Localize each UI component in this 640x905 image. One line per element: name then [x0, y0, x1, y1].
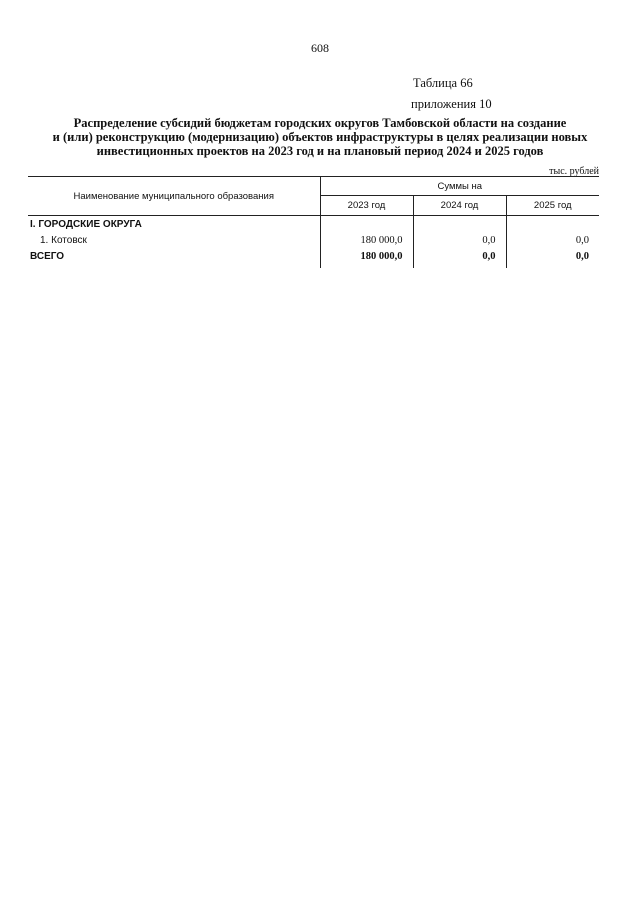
- units-label: тыс. рублей: [549, 166, 599, 177]
- total-2025: 0,0: [506, 248, 599, 268]
- empty-cell: [506, 216, 599, 233]
- title-line: инвестиционных проектов на 2023 год и на плановый период 2024 и 2025 годов: [96, 144, 544, 158]
- section-label: I. ГОРОДСКИЕ ОКРУГА: [30, 219, 142, 230]
- appendix-ref: приложения 10: [411, 97, 492, 111]
- section-row: [28, 216, 599, 233]
- header-municipality: Наименование муниципального образования: [28, 177, 320, 216]
- table-row: [28, 232, 599, 248]
- page-number: 608: [311, 41, 329, 55]
- value-2025: 0,0: [506, 232, 599, 248]
- header-sums: Суммы на: [320, 177, 599, 196]
- header-year-2024: 2024 год: [413, 196, 506, 216]
- subsidy-table: [28, 176, 599, 268]
- empty-cell: [320, 216, 413, 233]
- document-title: [20, 116, 620, 158]
- table-ref: Таблица 66: [413, 76, 473, 90]
- header-year-2023: 2023 год: [320, 196, 413, 216]
- value-2024: 0,0: [413, 232, 506, 248]
- header-year-2025: 2025 год: [506, 196, 599, 216]
- total-label: ВСЕГО: [30, 251, 65, 262]
- empty-cell: [413, 216, 506, 233]
- total-2023: 180 000,0: [320, 248, 413, 268]
- total-row: [28, 248, 599, 268]
- total-2024: 0,0: [413, 248, 506, 268]
- title-line: Распределение субсидий бюджетам городских округов Тамбовской области на создание: [73, 116, 567, 130]
- value-2023: 180 000,0: [320, 232, 413, 248]
- municipality-name: 1. Котовск: [40, 235, 87, 246]
- title-line: и (или) реконструкцию (модернизацию) объектов инфраструктуры в целях реализации новых: [52, 130, 588, 144]
